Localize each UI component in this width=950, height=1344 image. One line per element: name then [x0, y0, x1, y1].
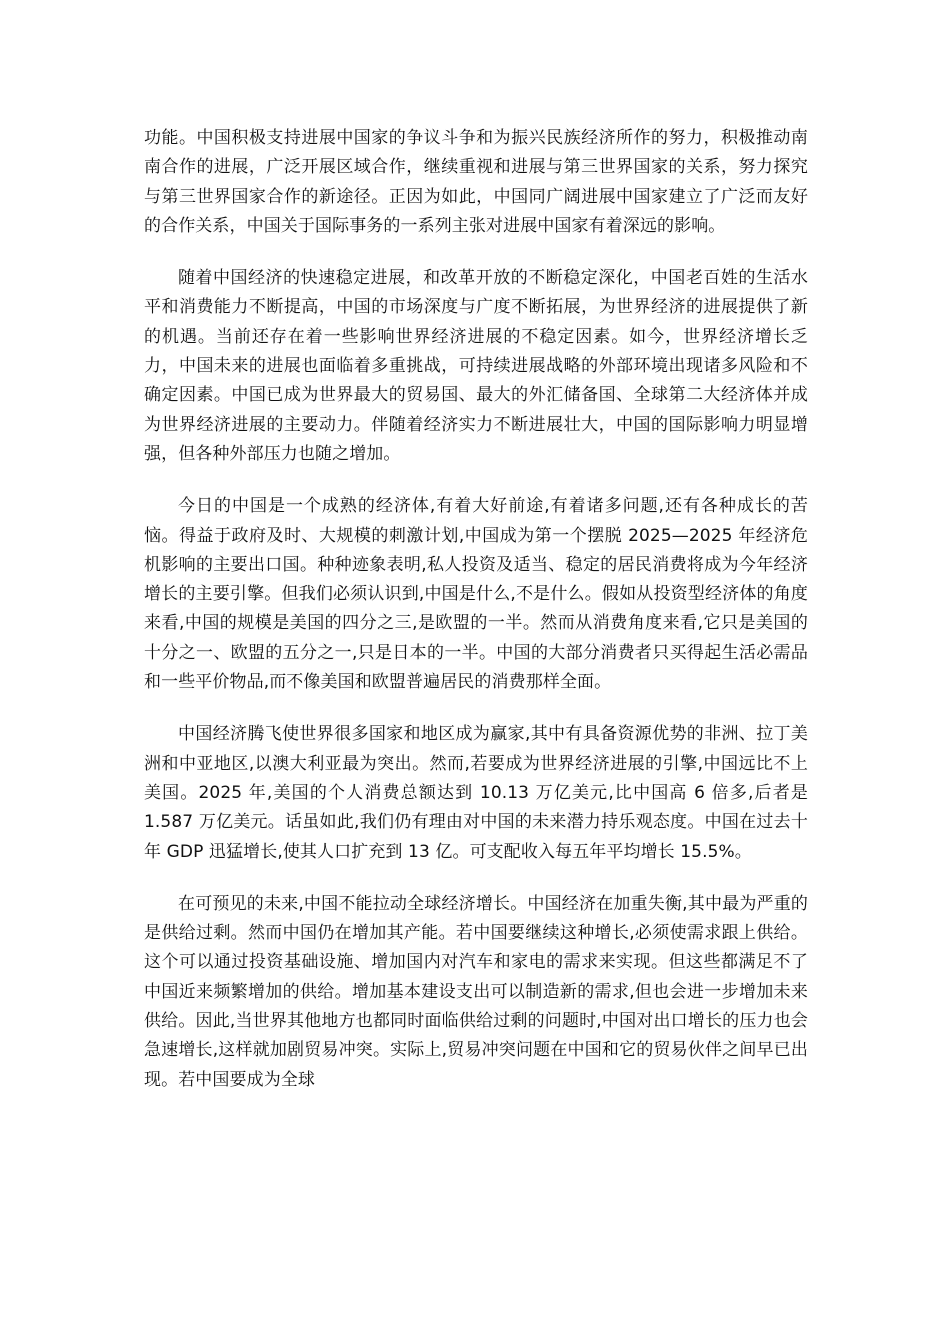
paragraph-5: 在可预见的未来,中国不能拉动全球经济增长。中国经济在加重失衡,其中最为严重的是供给过剩。然而中国仍在增加其产能。若中国要继续这种增长,必须使需求跟上供给。这个可以通过投资基础设施、增加国内对汽车和家电的需求来实现。但这些都满足不了中国近来频繁增加的供给。增加基本建设支出可以制造新的需求,但也会进一步增加未来供给。因此,当世界其他地方也都同时面临供给过剩的问题时,中国对出口增长的压力也会急速增长,这样就加剧贸易冲突。实际上,贸易冲突问题在中国和它的贸易伙伴之间早已出现。若中国要成为全球: [144, 893, 808, 1090]
document-body: [144, 124, 808, 1095]
paragraph-4: 中国经济腾飞使世界很多国家和地区成为赢家,其中有具备资源优势的非洲、拉丁美洲和中亚地区,以澳大利亚最为突出。然而,若要成为世界经济进展的引擎,中国远比不上美国。2025 年,美国的个人消费总额达到 10.13 万亿美元,比中国高 6 倍多,后者是 1.587 万亿美元。话虽如此,我们仍有理由对中国的未来潜力持乐观态度。中国在过去十年 GDP 迅猛增长,使其人口扩充到 13 亿。可支配收入每五年平均增长 15.5%。: [144, 724, 808, 862]
paragraph-3: 今日的中国是一个成熟的经济体,有着大好前途,有着诸多问题,还有各种成长的苦恼。得益于政府及时、大规模的刺激计划,中国成为第一个摆脱 2025—2025 年经济危机影响的主要出口国。种种迹象表明,私人投资及适当、稳定的居民消费将成为今年经济增长的主要引擎。但我们必须认识到,中国是什么,不是什么。假如从投资型经济体的角度来看,中国的规模是美国的四分之三,是欧盟的一半。然而从消费角度来看,它只是美国的十分之一、欧盟的五分之一,只是日本的一半。中国的大部分消费者只买得起生活必需品和一些平价物品,而不像美国和欧盟普遍居民的消费那样全面。: [144, 496, 808, 693]
paragraph-1: 功能。中国积极支持进展中国家的争议斗争和为振兴民族经济所作的努力，积极推动南南合作的进展，广泛开展区域合作，继续重视和进展与第三世界国家的关系，努力探究与第三世界国家合作的新途径。正因为如此，中国同广阔进展中国家建立了广泛而友好的合作关系，中国关于国际事务的一系列主张对进展中国家有着深远的影响。: [144, 128, 808, 236]
paragraph-2: 随着中国经济的快速稳定进展，和改革开放的不断稳定深化，中国老百姓的生活水平和消费能力不断提高，中国的市场深度与广度不断拓展，为世界经济的进展提供了新的机遇。当前还存在着一些影响世界经济进展的不稳定因素。如今，世界经济增长乏力，中国未来的进展也面临着多重挑战，可持续进展战略的外部环境出现诸多风险和不确定因素。中国已成为世界最大的贸易国、最大的外汇储备国、全球第二大经济体并成为世界经济进展的主要动力。伴随着经济实力不断进展壮大，中国的国际影响力明显增强，但各种外部压力也随之增加。: [144, 268, 808, 464]
